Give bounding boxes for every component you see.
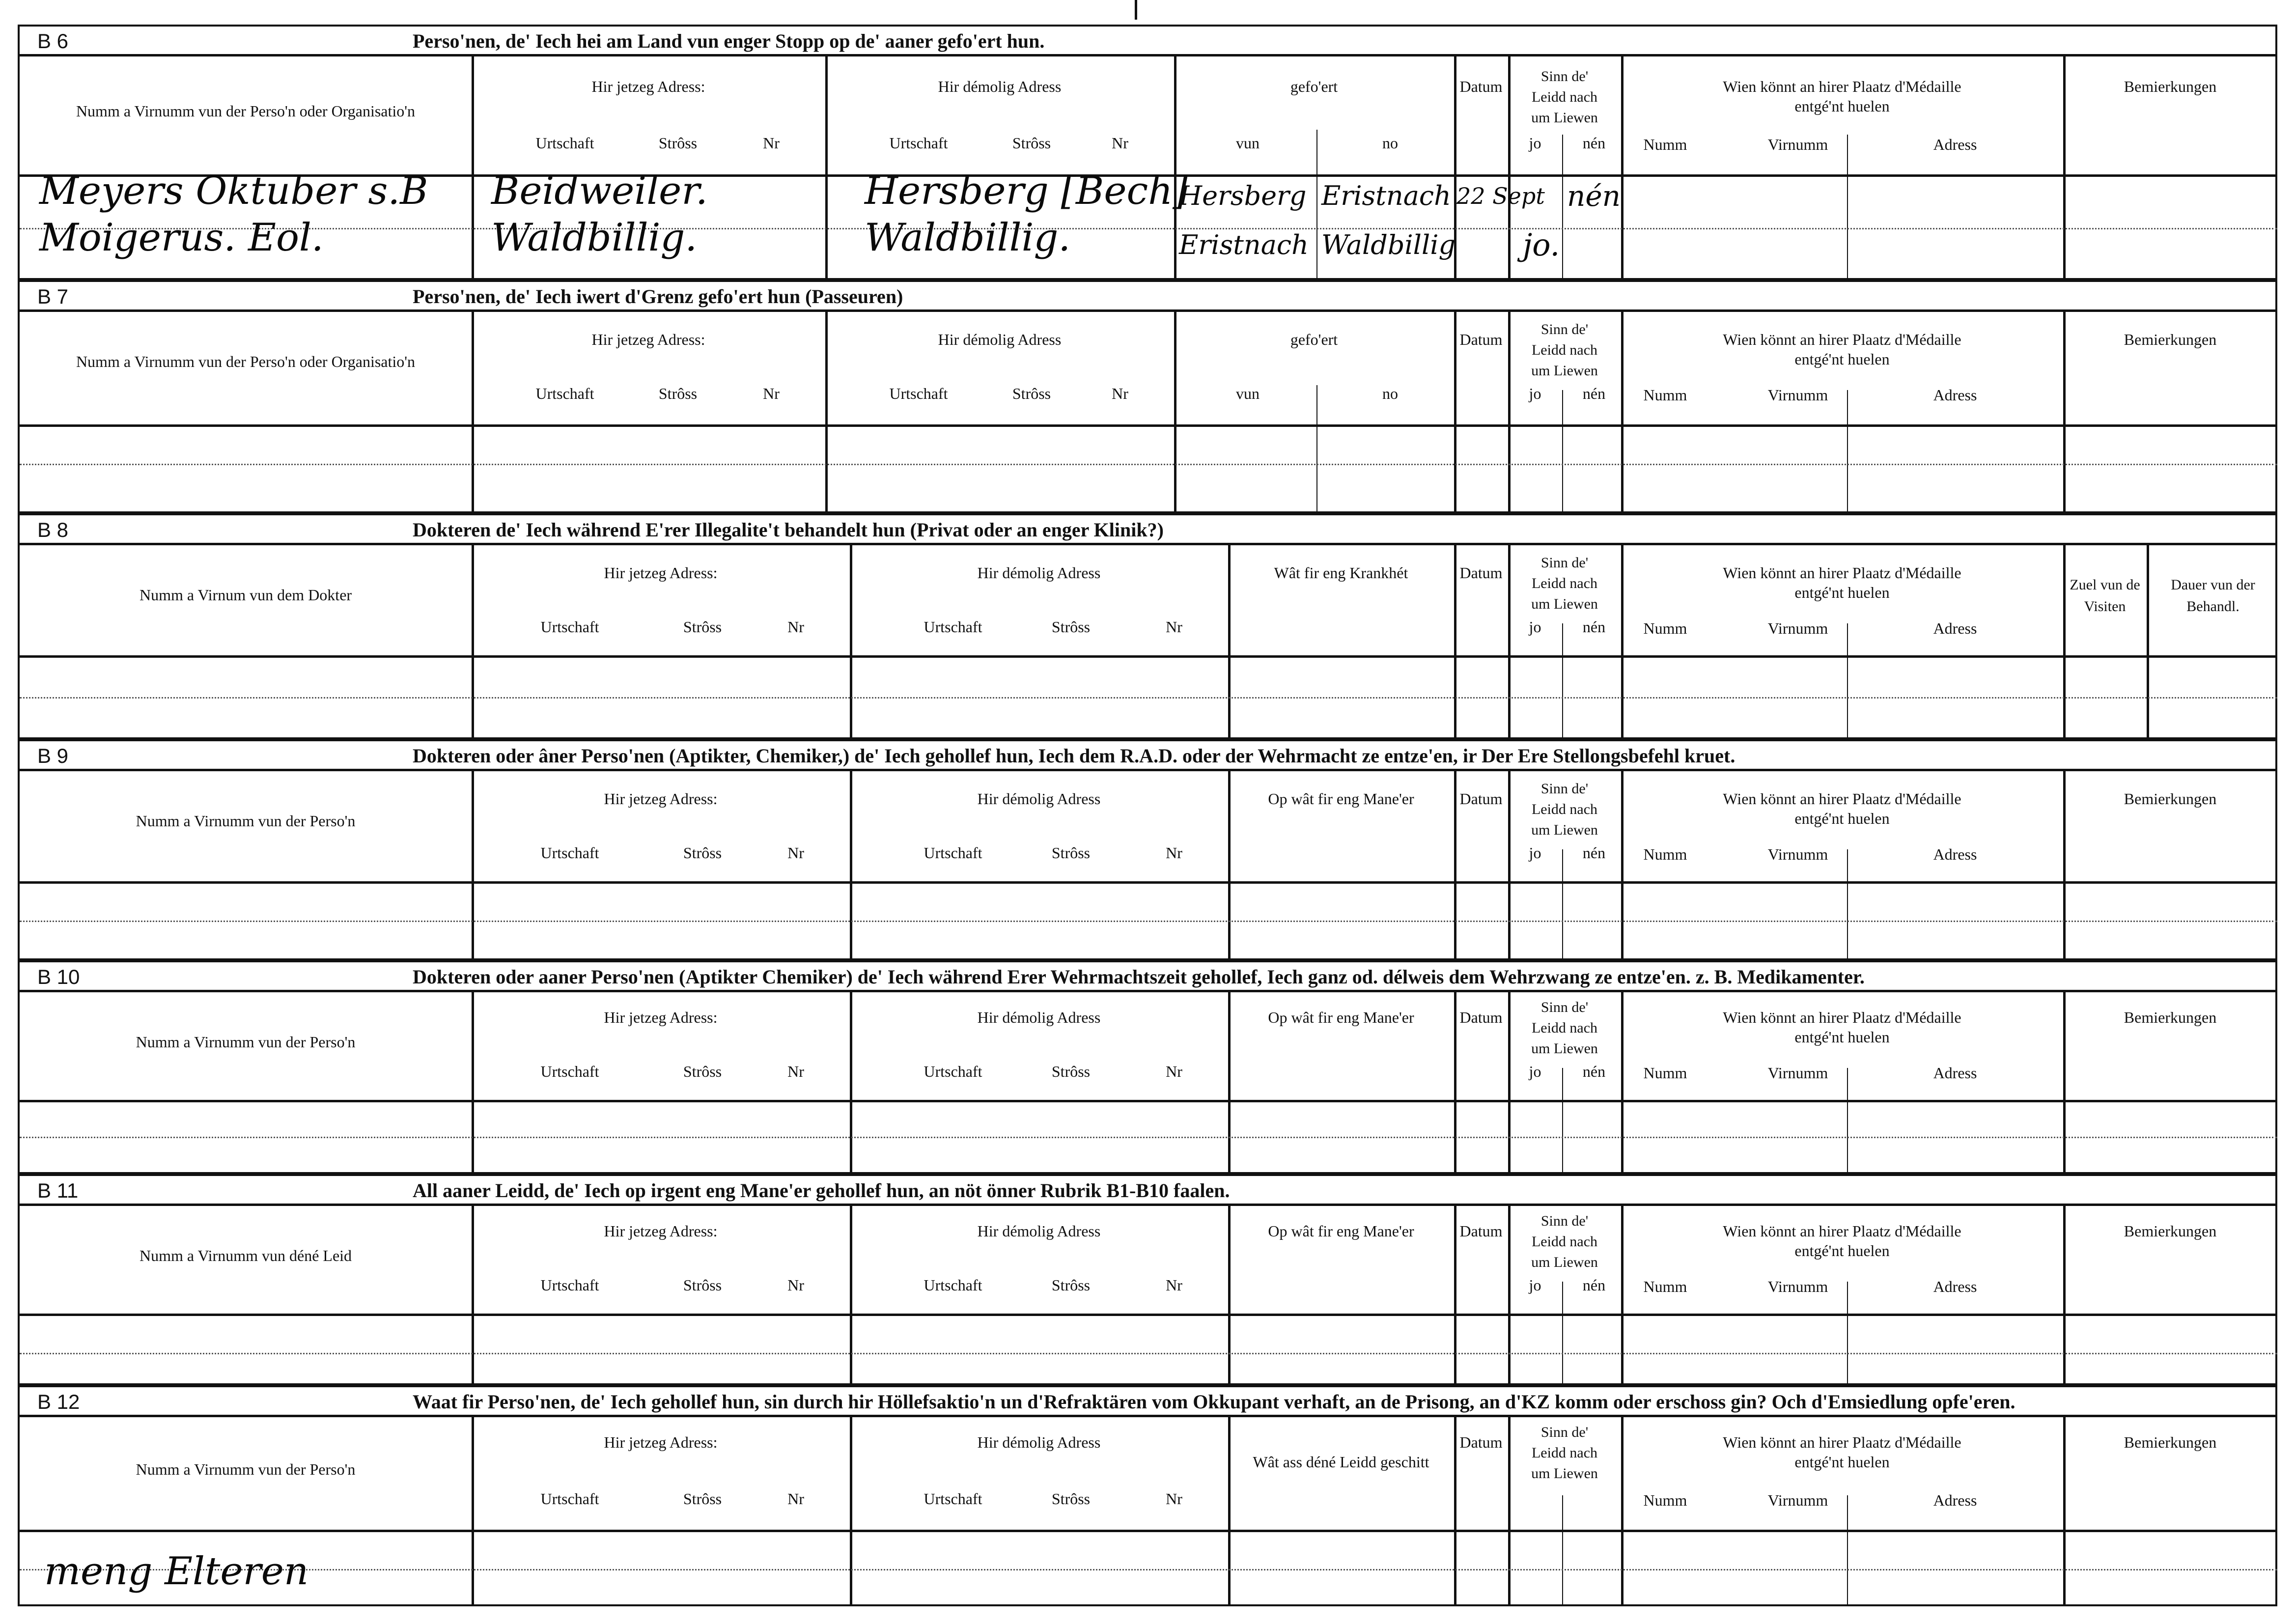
nr-label: Nr	[1166, 618, 1182, 636]
nen-label: nén	[1582, 844, 1606, 862]
medal-label-2: entgé'nt huelen	[1794, 810, 1890, 827]
adress-label: Adress	[1933, 1278, 1977, 1295]
medal-label-1: Wien könnt an hirer Plaatz d'Médaille	[1723, 564, 1961, 582]
datum-label: Datum	[1459, 1222, 1503, 1240]
current-address-label: Hir jetzeg Adress:	[591, 78, 705, 95]
adress-label: Adress	[1933, 136, 1977, 153]
sinn-label-3: um Liewen	[1531, 363, 1598, 379]
section-title: Perso'nen, de' Iech iwert d'Grenz gefo'ert hun (Passeuren)	[413, 285, 903, 308]
medal-label-1: Wien könnt an hirer Plaatz d'Médaille	[1723, 78, 1961, 95]
jo-label: jo	[1529, 618, 1541, 636]
bemierkungen-label: Bemierkungen	[2124, 331, 2217, 348]
handwritten-current-address-2: Waldbillig.	[491, 216, 698, 260]
urtschaft-label: Urtschaft	[540, 1063, 599, 1080]
virnumm-label: Virnumm	[1767, 136, 1828, 153]
stross-label: Strôss	[658, 385, 698, 402]
datum-label: Datum	[1459, 564, 1503, 582]
jo-label: jo	[1529, 1276, 1541, 1294]
name-column-label: Numm a Virnumm vun der Perso'n	[136, 1460, 356, 1478]
stross-label: Strôss	[683, 844, 722, 862]
sinn-label-3: um Liewen	[1531, 1040, 1598, 1057]
urtschaft-label: Urtschaft	[924, 844, 982, 862]
section-b7	[18, 280, 2277, 513]
manner-label: Op wât fir eng Mane'er	[1268, 790, 1414, 808]
jo-label: jo	[1529, 844, 1541, 862]
virnumm-label: Virnumm	[1767, 386, 1828, 404]
stross-label: Strôss	[683, 1063, 722, 1080]
medal-label-2: entgé'nt huelen	[1794, 584, 1890, 601]
name-column-label: Numm a Virnumm vun der Perso'n	[136, 812, 356, 830]
nen-label: nén	[1582, 618, 1606, 636]
section-code: B 9	[37, 744, 69, 767]
nen-label: nén	[1582, 385, 1606, 402]
stross-label: Strôss	[683, 618, 722, 636]
urtschaft-label: Urtschaft	[889, 134, 948, 152]
sinn-label-3: um Liewen	[1531, 1465, 1598, 1482]
section-code: B 7	[37, 285, 69, 308]
section-b8	[18, 513, 2277, 739]
name-column-label: Numm a Virnum vun dem Dokter	[139, 586, 352, 604]
section-b6	[18, 25, 2277, 280]
sinn-label-2: Leidd nach	[1531, 801, 1598, 817]
urtschaft-label: Urtschaft	[540, 1276, 599, 1294]
vun-label: vun	[1236, 134, 1259, 152]
numm-label: Numm	[1643, 386, 1687, 404]
stross-label: Strôss	[1051, 1063, 1091, 1080]
stross-label: Strôss	[1051, 1276, 1091, 1294]
sinn-label-2: Leidd nach	[1531, 89, 1598, 105]
nr-label: Nr	[1166, 1276, 1182, 1294]
numm-label: Numm	[1643, 845, 1687, 863]
section-title: Perso'nen, de' Iech hei am Land vun enger Stopp op de' aaner gefo'ert hun.	[413, 30, 1045, 52]
handwritten-from-1: Hersberg	[1179, 180, 1307, 211]
adress-label: Adress	[1933, 386, 1977, 404]
urtschaft-label: Urtschaft	[540, 618, 599, 636]
handwritten-from-2: Eristnach	[1179, 229, 1309, 260]
adress-label: Adress	[1933, 1064, 1977, 1082]
nr-label: Nr	[1166, 1063, 1182, 1080]
sinn-label-1: Sinn de'	[1540, 68, 1589, 84]
urtschaft-label: Urtschaft	[924, 1063, 982, 1080]
sinn-label-2: Leidd nach	[1531, 342, 1598, 358]
medal-label-2: entgé'nt huelen	[1794, 350, 1890, 368]
bemierkungen-label: Bemierkungen	[2124, 1222, 2217, 1240]
vun-label: vun	[1236, 385, 1259, 402]
sinn-label-1: Sinn de'	[1540, 1213, 1589, 1229]
bemierkungen-label: Bemierkungen	[2124, 1008, 2217, 1026]
gefoert-label: gefo'ert	[1290, 331, 1338, 348]
medal-label-1: Wien könnt an hirer Plaatz d'Médaille	[1723, 1008, 1961, 1026]
handwritten-old-address-1: Hersberg [Bech]	[865, 169, 1188, 213]
nen-label: nén	[1582, 1063, 1606, 1080]
datum-label: Datum	[1459, 331, 1503, 348]
handwritten-to-1: Eristnach	[1321, 180, 1451, 211]
duration-label: Dauer vun der Behandl.	[2171, 577, 2255, 615]
datum-label: Datum	[1459, 78, 1503, 95]
section-b12	[18, 1385, 2277, 1606]
section-header	[20, 282, 2275, 312]
numm-label: Numm	[1643, 1064, 1687, 1082]
manner-label: Op wât fir eng Mane'er	[1268, 1222, 1414, 1240]
stross-label: Strôss	[683, 1276, 722, 1294]
sinn-label-3: um Liewen	[1531, 822, 1598, 838]
current-address-label: Hir jetzeg Adress:	[604, 1008, 718, 1026]
name-column-label: Numm a Virnumm vun der Perso'n oder Organisatio'n	[76, 102, 416, 120]
medal-label-1: Wien könnt an hirer Plaatz d'Médaille	[1723, 1433, 1961, 1451]
sinn-label-2: Leidd nach	[1531, 1020, 1598, 1036]
old-address-label: Hir démolig Adress	[977, 790, 1101, 808]
sinn-label-3: um Liewen	[1531, 1254, 1598, 1270]
handwritten-name-2: Moigerus. Eol.	[39, 216, 324, 260]
current-address-label: Hir jetzeg Adress:	[604, 1433, 718, 1451]
section-code: B 11	[37, 1179, 79, 1202]
sinn-label-1: Sinn de'	[1540, 321, 1589, 337]
stross-label: Strôss	[658, 134, 698, 152]
urtschaft-label: Urtschaft	[924, 1490, 982, 1508]
urtschaft-label: Urtschaft	[535, 134, 594, 152]
bemierkungen-label: Bemierkungen	[2124, 78, 2217, 95]
handwritten-to-2: Waldbillig	[1321, 229, 1456, 260]
old-address-label: Hir démolig Adress	[977, 564, 1101, 582]
sinn-label-1: Sinn de'	[1540, 555, 1589, 571]
section-b10	[18, 960, 2277, 1174]
medal-label-2: entgé'nt huelen	[1794, 1453, 1890, 1471]
section-header	[20, 27, 2275, 56]
old-address-label: Hir démolig Adress	[977, 1222, 1101, 1240]
urtschaft-label: Urtschaft	[924, 1276, 982, 1294]
virnumm-label: Virnumm	[1767, 1064, 1828, 1082]
handwritten-nen: nén	[1567, 179, 1621, 213]
stross-label: Strôss	[1012, 385, 1051, 402]
urtschaft-label: Urtschaft	[540, 844, 599, 862]
section-b11	[18, 1174, 2277, 1385]
handwritten-jo: jo.	[1523, 227, 1560, 263]
stross-label: Strôss	[1012, 134, 1051, 152]
handwritten-old-address-2: Waldbillig.	[865, 216, 1071, 260]
section-code: B 12	[37, 1390, 80, 1413]
datum-label: Datum	[1459, 1008, 1503, 1026]
handwritten-date: 22 Sept	[1456, 183, 1545, 209]
numm-label: Numm	[1643, 619, 1687, 637]
adress-label: Adress	[1933, 845, 1977, 863]
section-b9	[18, 739, 2277, 960]
section-code: B 6	[37, 29, 69, 53]
numm-label: Numm	[1643, 1278, 1687, 1295]
nr-label: Nr	[763, 385, 780, 402]
section-header	[20, 962, 2275, 992]
virnumm-label: Virnumm	[1767, 619, 1828, 637]
section-header	[20, 1387, 2275, 1417]
medal-label-1: Wien könnt an hirer Plaatz d'Médaille	[1723, 790, 1961, 808]
sinn-label-2: Leidd nach	[1531, 575, 1598, 591]
top-margin-tick	[1135, 0, 1137, 20]
medal-label-2: entgé'nt huelen	[1794, 1242, 1890, 1260]
nr-label: Nr	[1166, 1490, 1182, 1508]
adress-label: Adress	[1933, 1491, 1977, 1509]
sinn-label-2: Leidd nach	[1531, 1445, 1598, 1461]
virnumm-label: Virnumm	[1767, 1278, 1828, 1295]
section-header	[20, 515, 2275, 545]
urtschaft-label: Urtschaft	[924, 618, 982, 636]
visits-label: Zuel vun de Visiten	[2070, 577, 2140, 615]
urtschaft-label: Urtschaft	[540, 1490, 599, 1508]
section-title: Dokteren oder aaner Perso'nen (Aptikter Chemiker) de' Iech während Erer Wehrmachtszeit gehollef, Iech ganz od. délweis dem Wehrzwang ze entze'en. z. B. Medikamenter.	[413, 966, 1865, 988]
nen-label: nén	[1582, 1276, 1606, 1294]
name-column-label: Numm a Virnumm vun der Perso'n	[136, 1033, 356, 1051]
section-title: Dokteren de' Iech während E'rer Illegalite't behandelt hun (Privat oder an enger Klinik?)	[413, 519, 1164, 541]
section-code: B 8	[37, 518, 69, 541]
sinn-label-1: Sinn de'	[1540, 1424, 1589, 1440]
nen-label: nén	[1582, 134, 1606, 152]
old-address-label: Hir démolig Adress	[977, 1008, 1101, 1026]
virnumm-label: Virnumm	[1767, 1491, 1828, 1509]
current-address-label: Hir jetzeg Adress:	[604, 1222, 718, 1240]
jo-label: jo	[1529, 1063, 1541, 1080]
stross-label: Strôss	[1051, 618, 1091, 636]
datum-label: Datum	[1459, 1433, 1503, 1451]
gefoert-label: gefo'ert	[1290, 78, 1338, 95]
current-address-label: Hir jetzeg Adress:	[604, 564, 718, 582]
medal-label-1: Wien könnt an hirer Plaatz d'Médaille	[1723, 331, 1961, 348]
nr-label: Nr	[1166, 844, 1182, 862]
illness-label: Wât fir eng Krankhét	[1274, 564, 1408, 582]
stross-label: Strôss	[1051, 844, 1091, 862]
medal-label-2: entgé'nt huelen	[1794, 1028, 1890, 1046]
handwritten-current-address-1: Beidweiler.	[491, 169, 708, 213]
nr-label: Nr	[787, 1490, 804, 1508]
sinn-label-1: Sinn de'	[1540, 781, 1589, 797]
old-address-label: Hir démolig Adress	[977, 1433, 1101, 1451]
current-address-label: Hir jetzeg Adress:	[591, 331, 705, 348]
name-column-label: Numm a Virnumm vun déné Leid	[139, 1247, 352, 1264]
datum-label: Datum	[1459, 790, 1503, 808]
nr-label: Nr	[763, 134, 780, 152]
urtschaft-label: Urtschaft	[535, 385, 594, 402]
handwritten-name: meng Elteren	[44, 1549, 309, 1594]
nr-label: Nr	[787, 618, 804, 636]
numm-label: Numm	[1643, 1491, 1687, 1509]
section-title: All aaner Leidd, de' Iech op irgent eng Mane'er gehollef hun, an nöt önner Rubrik B1-B10 faalen.	[413, 1179, 1230, 1202]
nr-label: Nr	[787, 1063, 804, 1080]
what-happened-label: Wât ass déné Leidd geschitt	[1253, 1453, 1429, 1471]
jo-label: jo	[1529, 385, 1541, 402]
no-label: no	[1382, 134, 1398, 152]
bemierkungen-label: Bemierkungen	[2124, 790, 2217, 808]
handwritten-name-1: Meyers Oktuber s.B	[39, 169, 428, 213]
section-header	[20, 741, 2275, 771]
medal-label-1: Wien könnt an hirer Plaatz d'Médaille	[1723, 1222, 1961, 1240]
nr-label: Nr	[787, 844, 804, 862]
nr-label: Nr	[787, 1276, 804, 1294]
no-label: no	[1382, 385, 1398, 402]
numm-label: Numm	[1643, 136, 1687, 153]
sinn-label-1: Sinn de'	[1540, 999, 1589, 1015]
section-code: B 10	[37, 965, 80, 988]
old-address-label: Hir démolig Adress	[938, 331, 1062, 348]
urtschaft-label: Urtschaft	[889, 385, 948, 402]
current-address-label: Hir jetzeg Adress:	[604, 790, 718, 808]
manner-label: Op wât fir eng Mane'er	[1268, 1008, 1414, 1026]
jo-label: jo	[1529, 134, 1541, 152]
sinn-label-2: Leidd nach	[1531, 1233, 1598, 1250]
name-column-label: Numm a Virnumm vun der Perso'n oder Organisatio'n	[76, 353, 416, 370]
section-title: Dokteren oder âner Perso'nen (Aptikter, Chemiker,) de' Iech gehollef hun, Iech dem R.A.D. oder der Wehrmacht ze entze'en, ir Der Ere Stellongsbefehl kruet.	[413, 745, 1735, 767]
virnumm-label: Virnumm	[1767, 845, 1828, 863]
stross-label: Strôss	[683, 1490, 722, 1508]
nr-label: Nr	[1112, 385, 1128, 402]
adress-label: Adress	[1933, 619, 1977, 637]
bemierkungen-label: Bemierkungen	[2124, 1433, 2217, 1451]
sinn-label-3: um Liewen	[1531, 596, 1598, 612]
nr-label: Nr	[1112, 134, 1128, 152]
old-address-label: Hir démolig Adress	[938, 78, 1062, 95]
stross-label: Strôss	[1051, 1490, 1091, 1508]
medal-label-2: entgé'nt huelen	[1794, 97, 1890, 115]
section-header	[20, 1176, 2275, 1206]
sinn-label-3: um Liewen	[1531, 110, 1598, 126]
section-title: Waat fir Perso'nen, de' Iech gehollef hun, sin durch hir Höllefsaktio'n un d'Refraktären vom Okkupant verhaft, an de Prisong, an d'KZ komm oder erschoss gin? Och d'Emsiedlung opfe'eren.	[413, 1391, 2015, 1413]
